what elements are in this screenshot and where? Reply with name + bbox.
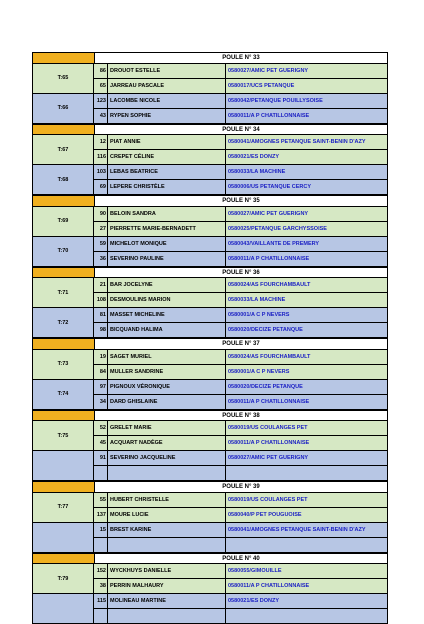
- team-group: [32, 308, 388, 338]
- player-name: HUBERT CHRISTELLE: [108, 493, 226, 507]
- player-name: DESMOULINS MARION: [108, 293, 226, 307]
- poule-title: POULE N° 35: [94, 195, 388, 207]
- player-row: [94, 135, 388, 150]
- player-name: [108, 609, 226, 623]
- player-number: 86: [94, 64, 108, 78]
- player-name: MOLINEAU MARTINE: [108, 594, 226, 608]
- team-label: T:69: [32, 207, 94, 237]
- team-label: T:75: [32, 421, 94, 451]
- poule-title: POULE N° 34: [94, 124, 388, 136]
- player-number: 98: [94, 323, 108, 337]
- player-number: 36: [94, 252, 108, 266]
- team-label: T:68: [32, 165, 94, 195]
- player-number: 137: [94, 508, 108, 522]
- player-number: 45: [94, 436, 108, 450]
- player-name: DARD GHISLAINE: [108, 395, 226, 409]
- poule-header-accent: [32, 52, 94, 64]
- player-club: 0580024/AS FOURCHAMBAULT: [226, 278, 388, 292]
- poule-header: [32, 124, 388, 136]
- team-label: T:67: [32, 135, 94, 165]
- player-row: [94, 79, 388, 94]
- player-club: 0580011/A P CHATILLONNAISE: [226, 109, 388, 123]
- poule-header: [32, 481, 388, 493]
- player-name: SEVERINO JACQUELINE: [108, 451, 226, 465]
- player-row: [94, 493, 388, 508]
- team-label: [32, 594, 94, 624]
- poule-header-accent: [32, 124, 94, 136]
- player-row: [94, 109, 388, 124]
- poule-title: POULE N° 33: [94, 52, 388, 64]
- player-name: MICHELOT MONIQUE: [108, 237, 226, 251]
- team-group: [32, 135, 388, 165]
- player-number: 115: [94, 594, 108, 608]
- player-row: [94, 395, 388, 410]
- player-number: 59: [94, 237, 108, 251]
- player-row: [94, 564, 388, 579]
- player-club: 0580001/A C P NEVERS: [226, 365, 388, 379]
- player-number: 19: [94, 350, 108, 364]
- player-number: 15: [94, 523, 108, 537]
- player-club: 0580021/ES DONZY: [226, 594, 388, 608]
- player-name: ACQUART NADÈGE: [108, 436, 226, 450]
- player-club: 0580027/AMIC PET GUERIGNY: [226, 451, 388, 465]
- player-club: [226, 466, 388, 480]
- player-row: [94, 180, 388, 195]
- player-row: [94, 237, 388, 252]
- player-club: 0580021/ES DONZY: [226, 150, 388, 164]
- player-row: [94, 150, 388, 165]
- player-club: 0580042/PETANQUE POUILLYSOISE: [226, 94, 388, 108]
- team-group: [32, 94, 388, 124]
- player-club: 0580043/VAILLANTE DE PREMERY: [226, 237, 388, 251]
- player-club: [226, 609, 388, 623]
- player-row: [94, 594, 388, 609]
- team-label: T:71: [32, 278, 94, 308]
- player-name: RYPEN SOPHIE: [108, 109, 226, 123]
- player-club: 0580055/GIMOUILLE: [226, 564, 388, 578]
- player-number: 108: [94, 293, 108, 307]
- poule-header: [32, 553, 388, 565]
- player-number: 116: [94, 150, 108, 164]
- player-row: [94, 436, 388, 451]
- player-number: 84: [94, 365, 108, 379]
- player-club: 0580024/AS FOURCHAMBAULT: [226, 350, 388, 364]
- poule-header-accent: [32, 195, 94, 207]
- player-row: [94, 466, 388, 481]
- player-club: 0580041/AMOGNES PETANQUE SAINT-BENIN D'AZY: [226, 135, 388, 149]
- player-row: [94, 222, 388, 237]
- player-number: 69: [94, 180, 108, 194]
- player-club: [226, 538, 388, 552]
- player-number: 12: [94, 135, 108, 149]
- player-row: [94, 308, 388, 323]
- player-row: [94, 421, 388, 436]
- player-name: PERRIN MALHAURY: [108, 579, 226, 593]
- player-club: 0580025/PETANQUE GARCHYSSOISE: [226, 222, 388, 236]
- poule-title: POULE N° 37: [94, 338, 388, 350]
- player-name: BELOIN SANDRA: [108, 207, 226, 221]
- player-row: [94, 350, 388, 365]
- team-label: T:73: [32, 350, 94, 380]
- player-club: 0580017/UCS PETANQUE: [226, 79, 388, 93]
- player-number: 123: [94, 94, 108, 108]
- player-row: [94, 94, 388, 109]
- player-name: MULLER SANDRINE: [108, 365, 226, 379]
- player-name: GRELET MARIE: [108, 421, 226, 435]
- player-number: 27: [94, 222, 108, 236]
- team-label: T:65: [32, 64, 94, 94]
- player-row: [94, 365, 388, 380]
- player-club: 0580020/DECIZE PETANQUE: [226, 323, 388, 337]
- player-number: 81: [94, 308, 108, 322]
- player-number: 90: [94, 207, 108, 221]
- player-number: 103: [94, 165, 108, 179]
- poule-header: [32, 267, 388, 279]
- player-number: 21: [94, 278, 108, 292]
- player-club: 0580033/LA MACHINE: [226, 293, 388, 307]
- player-name: LEBAS BEATRICE: [108, 165, 226, 179]
- player-number: 55: [94, 493, 108, 507]
- team-label: T:66: [32, 94, 94, 124]
- player-name: SAGET MURIEL: [108, 350, 226, 364]
- player-name: CREPET CÉLINE: [108, 150, 226, 164]
- player-club: 0580020/DECIZE PETANQUE: [226, 380, 388, 394]
- player-number: 97: [94, 380, 108, 394]
- team-group: [32, 451, 388, 481]
- poule-header-accent: [32, 481, 94, 493]
- player-name: [108, 466, 226, 480]
- player-number: 34: [94, 395, 108, 409]
- player-name: MOURE LUCIE: [108, 508, 226, 522]
- player-number: 91: [94, 451, 108, 465]
- player-number: 43: [94, 109, 108, 123]
- team-group: [32, 165, 388, 195]
- team-group: [32, 237, 388, 267]
- player-number: 38: [94, 579, 108, 593]
- player-row: [94, 278, 388, 293]
- player-name: MASSET MICHELINE: [108, 308, 226, 322]
- player-number: 65: [94, 79, 108, 93]
- player-name: PIERRETTE MARIE-BERNADETT: [108, 222, 226, 236]
- poule-header: [32, 195, 388, 207]
- team-group: [32, 278, 388, 308]
- team-group: [32, 493, 388, 523]
- player-row: [94, 380, 388, 395]
- player-row: [94, 451, 388, 466]
- player-number: [94, 609, 108, 623]
- poule-header-accent: [32, 267, 94, 279]
- poule-title: POULE N° 40: [94, 553, 388, 565]
- player-club: 0580041/AMOGNES PETANQUE SAINT-BENIN D'AZY: [226, 523, 388, 537]
- player-name: BAR JOCELYNE: [108, 278, 226, 292]
- team-group: [32, 523, 388, 553]
- team-group: [32, 421, 388, 451]
- player-name: BREST KARINE: [108, 523, 226, 537]
- player-number: 52: [94, 421, 108, 435]
- player-club: 0580027/AMIC PET GUERIGNY: [226, 207, 388, 221]
- player-club: 0580011/A P CHATILLONNAISE: [226, 436, 388, 450]
- poule-title: POULE N° 39: [94, 481, 388, 493]
- player-row: [94, 579, 388, 594]
- player-name: SEVERINO PAULINE: [108, 252, 226, 266]
- poule-header: [32, 410, 388, 422]
- player-number: 152: [94, 564, 108, 578]
- team-label: [32, 451, 94, 481]
- team-group: [32, 564, 388, 594]
- player-name: BICQUAND HALIMA: [108, 323, 226, 337]
- poule-title: POULE N° 36: [94, 267, 388, 279]
- player-row: [94, 165, 388, 180]
- player-name: WYCKHUYS DANIELLE: [108, 564, 226, 578]
- player-row: [94, 508, 388, 523]
- poule-sheet: [32, 52, 388, 624]
- team-group: [32, 380, 388, 410]
- player-club: 0580006/US PETANQUE CERCY: [226, 180, 388, 194]
- player-club: 0580011/A P CHATILLONNAISE: [226, 252, 388, 266]
- poule-header-accent: [32, 553, 94, 565]
- team-label: T:79: [32, 564, 94, 594]
- player-name: DROUOT ESTELLE: [108, 64, 226, 78]
- poule-title: POULE N° 38: [94, 410, 388, 422]
- player-row: [94, 252, 388, 267]
- player-club: 0580001/A C P NEVERS: [226, 308, 388, 322]
- team-group: [32, 350, 388, 380]
- player-club: 0580019/US COULANGES PET: [226, 493, 388, 507]
- player-name: PIGNOUX VÉRONIQUE: [108, 380, 226, 394]
- player-name: PIAT ANNIE: [108, 135, 226, 149]
- player-name: JARREAU PASCALE: [108, 79, 226, 93]
- player-row: [94, 293, 388, 308]
- player-club: 0580040/P PET POUGUOISE: [226, 508, 388, 522]
- player-club: 0580019/US COULANGES PET: [226, 421, 388, 435]
- player-club: 0580033/LA MACHINE: [226, 165, 388, 179]
- team-label: [32, 523, 94, 553]
- player-number: [94, 466, 108, 480]
- team-group: [32, 207, 388, 237]
- team-label: T:72: [32, 308, 94, 338]
- player-row: [94, 207, 388, 222]
- team-label: T:74: [32, 380, 94, 410]
- team-label: T:77: [32, 493, 94, 523]
- poule-header: [32, 338, 388, 350]
- team-group: [32, 64, 388, 94]
- team-group: [32, 594, 388, 624]
- player-name: LACOMBE NICOLE: [108, 94, 226, 108]
- poule-header-accent: [32, 410, 94, 422]
- team-label: T:70: [32, 237, 94, 267]
- player-row: [94, 538, 388, 553]
- player-number: [94, 538, 108, 552]
- player-club: 0580027/AMIC PET GUERIGNY: [226, 64, 388, 78]
- player-row: [94, 64, 388, 79]
- poule-header: [32, 52, 388, 64]
- player-row: [94, 523, 388, 538]
- player-row: [94, 609, 388, 624]
- poule-header-accent: [32, 338, 94, 350]
- player-row: [94, 323, 388, 338]
- player-name: LEPERE CHRISTÈLE: [108, 180, 226, 194]
- player-club: 0580011/A P CHATILLONNAISE: [226, 579, 388, 593]
- player-club: 0580011/A P CHATILLONNAISE: [226, 395, 388, 409]
- player-name: [108, 538, 226, 552]
